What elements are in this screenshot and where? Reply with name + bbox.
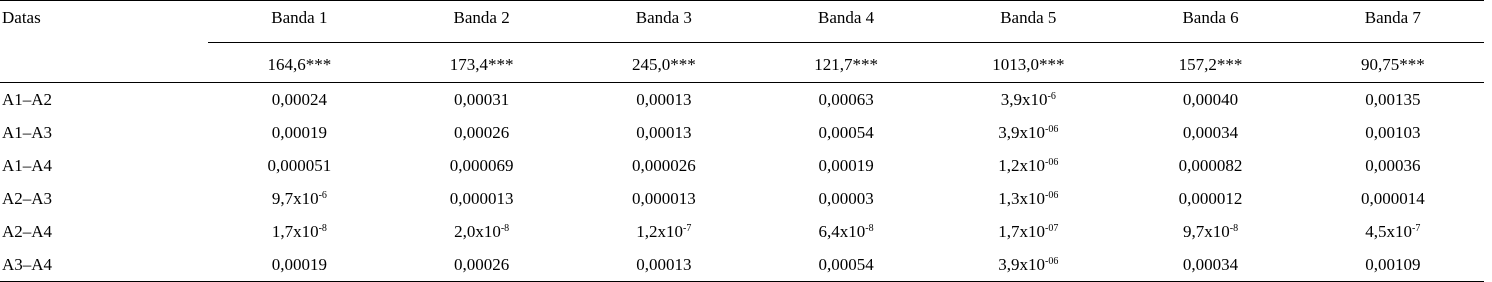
table-cell-band-5 — [937, 116, 1119, 149]
cell-value: 0,000014 — [1360, 188, 1425, 208]
header-band-5: Banda 5 — [937, 1, 1119, 43]
cell-value: 0,00034 — [1182, 254, 1239, 274]
table-cell-band-5 — [937, 248, 1119, 282]
table-cell-band-6 — [1119, 215, 1301, 248]
header-band-1: Banda 1 — [208, 1, 390, 43]
f-value-row — [0, 43, 1484, 83]
table-cell-band-6 — [1119, 83, 1301, 117]
table-row — [0, 182, 1484, 215]
cell-value: 1,7x10 — [998, 221, 1046, 241]
table-cell-band-2 — [391, 83, 573, 117]
table-row — [0, 83, 1484, 117]
header-band-6: Banda 6 — [1119, 1, 1301, 43]
cell-value: 9,7x10 — [271, 188, 319, 208]
table-row — [0, 149, 1484, 182]
table-cell-band-7 — [1302, 149, 1484, 182]
row-label: A3–A4 — [0, 248, 208, 282]
f-value-band-5: 1013,0*** — [937, 43, 1119, 83]
header-band-2: Banda 2 — [391, 1, 573, 43]
f-value-band-7: 90,75*** — [1302, 43, 1484, 83]
cell-value: 0,00013 — [636, 122, 692, 142]
cell-value: 0,00026 — [453, 122, 510, 142]
table-cell-band-3 — [573, 182, 755, 215]
cell-exponent: -07 — [1045, 222, 1059, 234]
table-row — [0, 248, 1484, 282]
f-value-band-2: 173,4*** — [391, 43, 573, 83]
cell-value: 0,000026 — [631, 155, 696, 175]
table-cell-band-1 — [208, 149, 390, 182]
cell-value: 0,000013 — [631, 188, 696, 208]
cell-value: 1,7x10 — [271, 221, 319, 241]
cell-exponent: -8 — [318, 222, 327, 234]
table-cell-band-7 — [1302, 182, 1484, 215]
cell-value: 0,00109 — [1365, 254, 1421, 274]
cell-value: 0,000051 — [267, 155, 332, 175]
cell-value: 0,00103 — [1365, 122, 1421, 142]
row-label: A2–A3 — [2, 188, 53, 208]
table-cell-band-4 — [755, 248, 937, 282]
cell-value: 0,00026 — [453, 254, 510, 274]
cell-value: 0,00034 — [1182, 122, 1239, 142]
cell-value: 0,00019 — [818, 155, 874, 175]
table-cell-band-3 — [573, 215, 755, 248]
table-cell-band-3 — [573, 248, 755, 282]
f-value-band-1: 164,6*** — [208, 43, 390, 83]
row-label: A1–A2 — [2, 89, 53, 109]
table-cell-band-6 — [1119, 182, 1301, 215]
cell-exponent: -7 — [683, 222, 692, 234]
cell-exponent: -8 — [1229, 222, 1239, 234]
cell-value: 1,3x10 — [998, 188, 1046, 208]
cell-value: 1,2x10 — [998, 155, 1046, 175]
header-row — [0, 1, 1484, 43]
table-cell-band-7 — [1302, 248, 1484, 282]
table-cell-band-7 — [1302, 116, 1484, 149]
cell-value: 9,7x10 — [1183, 221, 1230, 241]
cell-value: 0,00054 — [818, 122, 874, 142]
table-cell-band-7 — [1302, 83, 1484, 117]
table-cell-band-5 — [937, 182, 1119, 215]
header-datas: Datas — [0, 1, 208, 43]
f-value-band-6: 157,2*** — [1119, 43, 1301, 83]
cell-value: 0,00003 — [818, 188, 874, 208]
table-cell-band-4 — [755, 116, 937, 149]
table-cell-band-7 — [1302, 215, 1484, 248]
cell-value: 1,2x10 — [636, 221, 684, 241]
cell-value: 4,5x10 — [1365, 221, 1413, 241]
table-cell-band-4 — [755, 215, 937, 248]
f-value-label-cell — [0, 43, 208, 83]
f-value-band-3: 245,0*** — [573, 43, 755, 83]
cell-value: 0,00031 — [453, 89, 510, 109]
row-label: A2–A4 — [2, 221, 53, 241]
table-cell-band-1 — [208, 182, 390, 215]
cell-exponent: -06 — [1045, 255, 1059, 267]
cell-exponent: -06 — [1045, 156, 1059, 168]
cell-value: 0,000069 — [449, 155, 514, 175]
cell-value: 2,0x10 — [454, 221, 501, 241]
table-cell-band-6 — [1119, 149, 1301, 182]
table-cell-band-4 — [755, 149, 937, 182]
cell-value: 3,9x10 — [1000, 89, 1048, 109]
cell-value: 0,000013 — [449, 188, 514, 208]
cell-value: 0,000012 — [1178, 188, 1243, 208]
table-cell-band-2 — [391, 182, 573, 215]
table-cell-band-5 — [937, 83, 1119, 117]
cell-value: 0,00036 — [1365, 155, 1421, 175]
table-cell-band-3 — [573, 116, 755, 149]
header-band-4: Banda 4 — [755, 1, 937, 43]
header-band-7: Banda 7 — [1302, 1, 1484, 43]
cell-value: 0,000082 — [1178, 155, 1243, 175]
cell-value: 0,00040 — [1182, 89, 1239, 109]
cell-value: 0,00019 — [271, 122, 327, 142]
table-cell-band-5 — [937, 149, 1119, 182]
table-cell-band-4 — [755, 182, 937, 215]
cell-value: 3,9x10 — [998, 254, 1046, 274]
cell-value: 0,00013 — [636, 89, 692, 109]
table-cell-band-6 — [1119, 248, 1301, 282]
cell-value: 0,00063 — [818, 89, 874, 109]
cell-exponent: -6 — [318, 189, 327, 201]
table-cell-band-1 — [208, 83, 390, 117]
cell-value: 0,00024 — [271, 89, 327, 109]
table-cell-band-3 — [573, 149, 755, 182]
cell-exponent: -06 — [1045, 123, 1059, 135]
table-cell-band-5 — [937, 215, 1119, 248]
cell-exponent: -7 — [1412, 222, 1421, 234]
f-value-band-4: 121,7*** — [755, 43, 937, 83]
table-cell-band-2 — [391, 149, 573, 182]
table-cell-band-1 — [208, 248, 390, 282]
table-row — [0, 116, 1484, 149]
cell-exponent: -6 — [1047, 90, 1056, 102]
table-cell-band-6 — [1119, 116, 1301, 149]
table-cell-band-2 — [391, 116, 573, 149]
header-band-3: Banda 3 — [573, 1, 755, 43]
row-label: A1–A3 — [2, 122, 53, 142]
table-cell-band-4 — [755, 83, 937, 117]
cell-value: 0,00054 — [818, 254, 874, 274]
cell-exponent: -06 — [1045, 189, 1059, 201]
table-cell-band-2 — [391, 215, 573, 248]
table-cell-band-3 — [573, 83, 755, 117]
table-cell-band-1 — [208, 215, 390, 248]
row-label: A1–A4 — [2, 155, 53, 175]
cell-exponent: -8 — [500, 222, 510, 234]
cell-value: 0,00013 — [636, 254, 692, 274]
cell-value: 3,9x10 — [998, 122, 1046, 142]
cell-value: 0,00135 — [1365, 89, 1421, 109]
cell-value: 6,4x10 — [818, 221, 866, 241]
cell-exponent: -8 — [865, 222, 874, 234]
table-cell-band-1 — [208, 116, 390, 149]
cell-value: 0,00019 — [271, 254, 327, 274]
table-row — [0, 215, 1484, 248]
table-cell-band-2 — [391, 248, 573, 282]
